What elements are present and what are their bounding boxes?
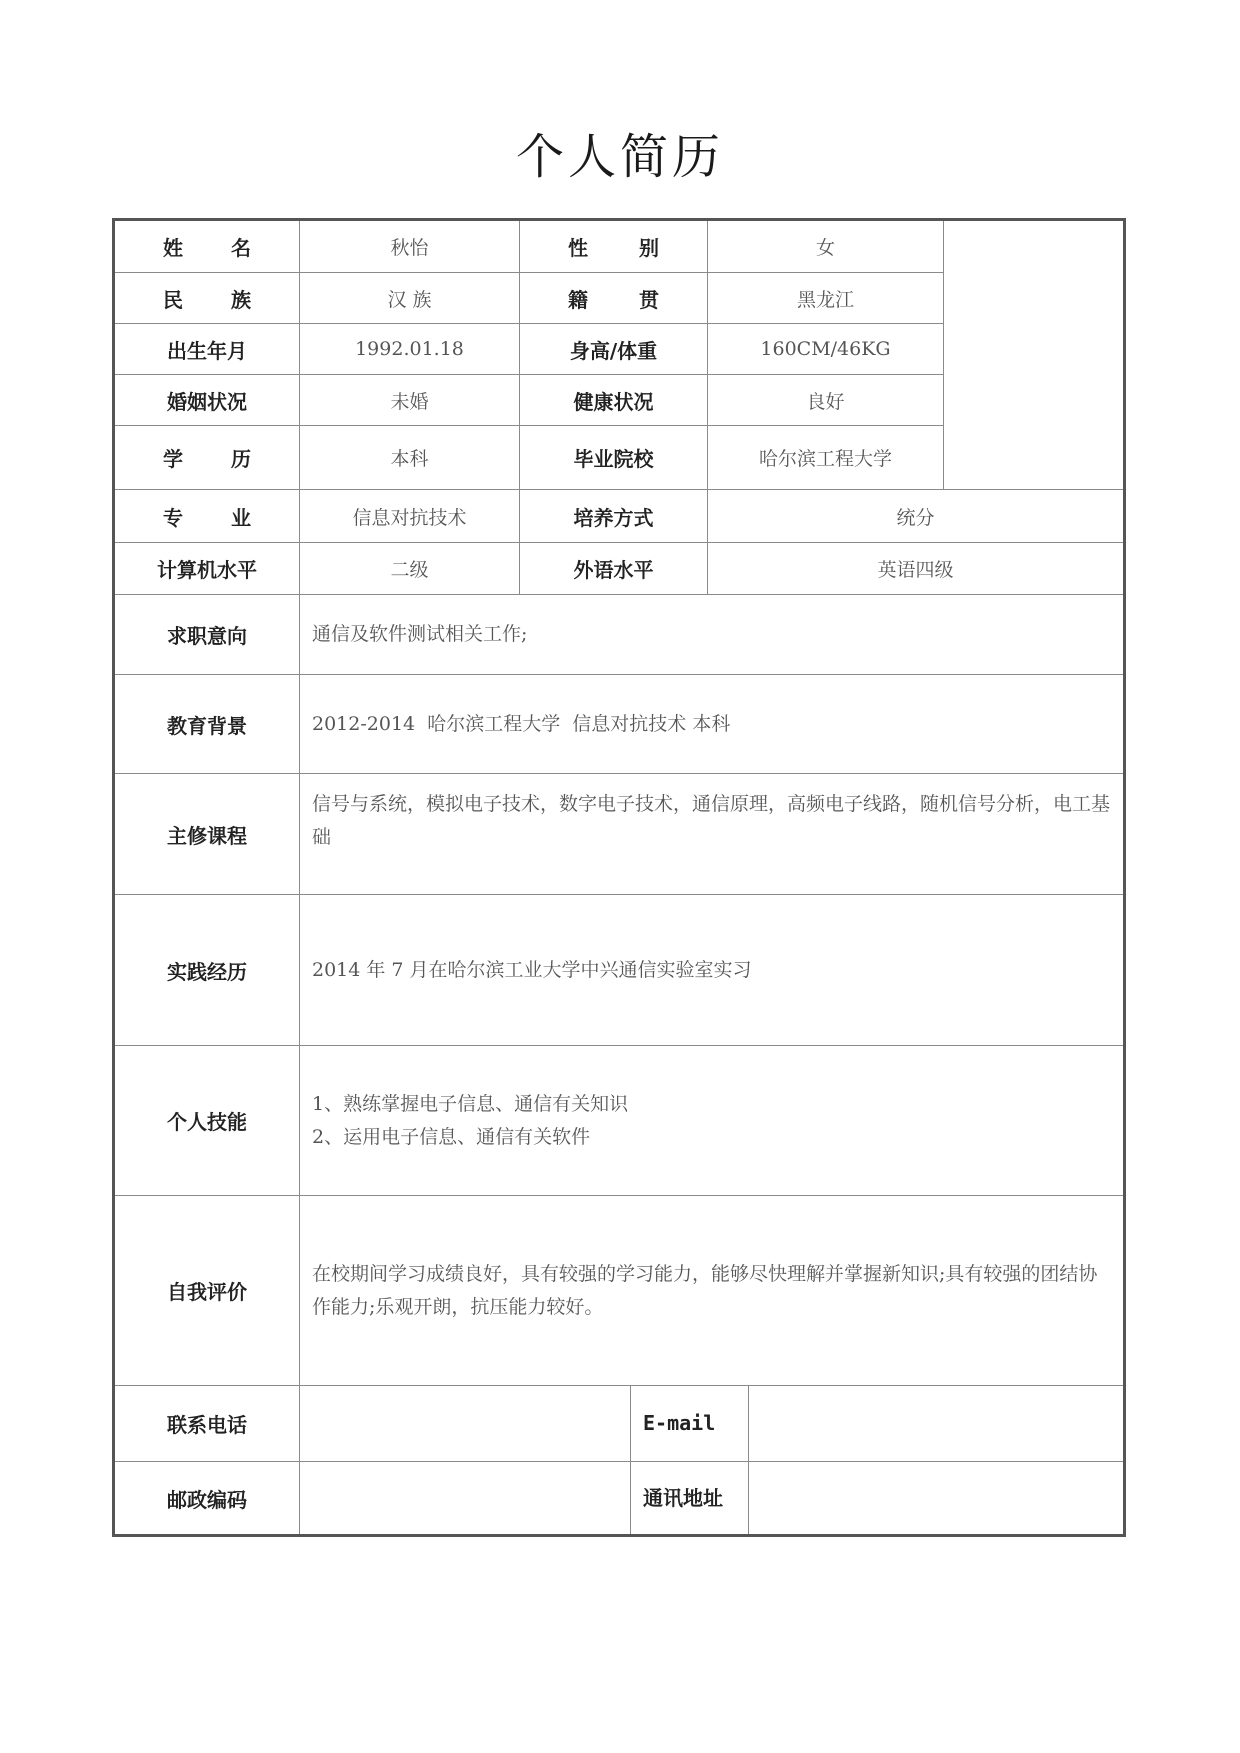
page-title: 个人简历 bbox=[515, 129, 724, 185]
practice-value bbox=[300, 895, 1123, 1046]
practice-text: 2014 年 7 月在哈尔滨工业大学中兴通信实验室实习 bbox=[312, 958, 752, 981]
phone-value bbox=[300, 1386, 631, 1462]
degree-label-char-2: 历 bbox=[231, 447, 251, 471]
language-value: 英语四级 bbox=[708, 543, 1123, 595]
name-label-char-1: 姓 bbox=[163, 236, 183, 260]
gender-value: 女 bbox=[708, 221, 944, 273]
name-label-char-2: 名 bbox=[231, 236, 251, 260]
skills-label: 个人技能 bbox=[115, 1046, 300, 1196]
training-value: 统分 bbox=[708, 490, 1123, 543]
training-label: 培养方式 bbox=[520, 490, 708, 543]
gender-label bbox=[520, 221, 708, 273]
phone-label: 联系电话 bbox=[115, 1386, 300, 1462]
birth-value: 1992.01.18 bbox=[300, 324, 520, 375]
gender-label-char-1: 性 bbox=[568, 236, 588, 260]
address-value bbox=[749, 1462, 1123, 1534]
skills-list bbox=[312, 1088, 1111, 1154]
photo-area bbox=[944, 221, 1123, 490]
postcode-value bbox=[300, 1462, 631, 1534]
native-label-char-2: 贯 bbox=[639, 287, 659, 312]
self-eval-text: 在校期间学习成绩良好，具有较强的学习能力，能够尽快理解并掌握新知识;具有较强的团结协作能力;乐观开朗，抗压能力较好。 bbox=[312, 1262, 1098, 1318]
native-label-char-1: 籍 bbox=[568, 287, 588, 312]
computer-label: 计算机水平 bbox=[115, 543, 300, 595]
postcode-label: 邮政编码 bbox=[115, 1462, 300, 1534]
skills-value bbox=[300, 1046, 1123, 1196]
health-label: 健康状况 bbox=[520, 375, 708, 426]
language-label: 外语水平 bbox=[520, 543, 708, 595]
school-value: 哈尔滨工程大学 bbox=[708, 426, 944, 490]
degree-label-char-1: 学 bbox=[163, 447, 183, 471]
email-value bbox=[749, 1386, 1123, 1462]
major-label bbox=[115, 490, 300, 543]
address-label: 通讯地址 bbox=[631, 1462, 749, 1534]
computer-value: 二级 bbox=[300, 543, 520, 595]
ethnicity-label-char-2: 族 bbox=[231, 287, 251, 312]
native-place-value: 黑龙江 bbox=[708, 273, 944, 324]
degree-label bbox=[115, 426, 300, 490]
name-value: 秋怡 bbox=[300, 221, 520, 273]
skill-item: 2、运用电子信息、通信有关软件 bbox=[312, 1125, 591, 1148]
major-label-char-1: 专 bbox=[163, 505, 183, 530]
objective-label: 求职意向 bbox=[115, 595, 300, 675]
name-label bbox=[115, 221, 300, 273]
ethnicity-value: 汉 族 bbox=[300, 273, 520, 324]
health-value: 良好 bbox=[708, 375, 944, 426]
resume-table bbox=[112, 218, 1126, 1537]
ethnicity-label-char-1: 民 bbox=[163, 287, 183, 312]
self-eval-label: 自我评价 bbox=[115, 1196, 300, 1386]
marital-value: 未婚 bbox=[300, 375, 520, 426]
courses-text: 信号与系统，模拟电子技术，数字电子技术，通信原理，高频电子线路，随机信号分析，电工基础 bbox=[312, 793, 1111, 848]
objective-text: 通信及软件测试相关工作; bbox=[312, 623, 528, 645]
practice-label: 实践经历 bbox=[115, 895, 300, 1046]
gender-label-char-2: 别 bbox=[639, 236, 659, 260]
education-text: 2012-2014 哈尔滨工程大学 信息对抗技术 本科 bbox=[312, 712, 731, 735]
education-label: 教育背景 bbox=[115, 675, 300, 774]
school-label: 毕业院校 bbox=[520, 426, 708, 490]
native-place-label bbox=[520, 273, 708, 324]
courses-label: 主修课程 bbox=[115, 774, 300, 895]
major-value: 信息对抗技术 bbox=[300, 490, 520, 543]
major-label-char-2: 业 bbox=[231, 505, 251, 530]
degree-value: 本科 bbox=[300, 426, 520, 490]
height-weight-label: 身高/体重 bbox=[520, 324, 708, 375]
email-label: E-mail bbox=[631, 1386, 749, 1462]
marital-label: 婚姻状况 bbox=[115, 375, 300, 426]
ethnicity-label bbox=[115, 273, 300, 324]
self-eval-value bbox=[300, 1196, 1123, 1386]
birth-label: 出生年月 bbox=[115, 324, 300, 375]
objective-value bbox=[300, 595, 1123, 675]
skill-item: 1、熟练掌握电子信息、通信有关知识 bbox=[312, 1092, 629, 1115]
education-value bbox=[300, 675, 1123, 774]
height-weight-value: 160CM/46KG bbox=[708, 324, 944, 375]
courses-value bbox=[300, 774, 1123, 895]
